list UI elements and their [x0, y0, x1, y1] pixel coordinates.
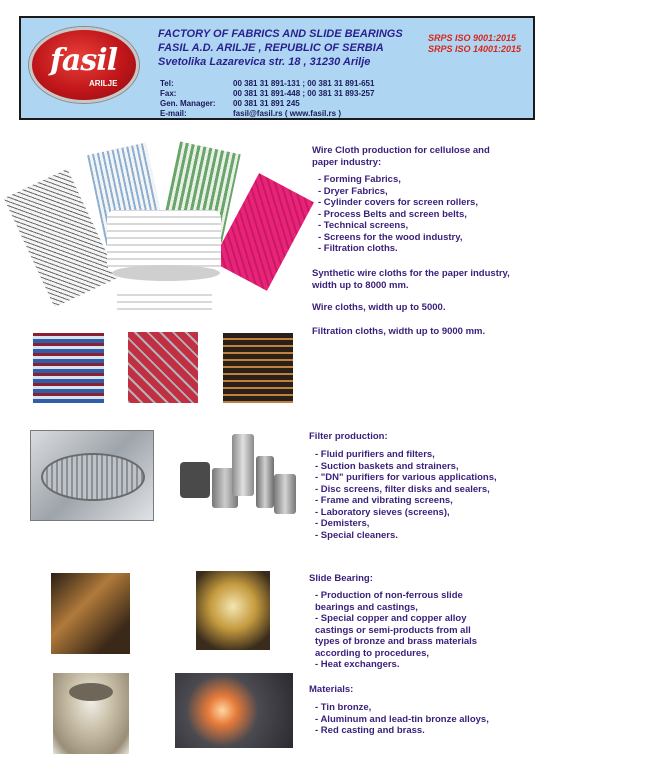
wire-product-list: [318, 174, 478, 255]
synthetic-line-1: Synthetic wire cloths for the paper industry,: [312, 268, 510, 279]
synthetic-line-2: width up to 8000 mm.: [312, 280, 409, 291]
woven-strip-photo: [117, 290, 212, 315]
contact-value-tel: 00 381 31 891-131 ; 00 381 31 891-651: [233, 79, 375, 88]
casting-process-photo: [175, 673, 293, 748]
list-item: - Fluid purifiers and filters,: [315, 449, 435, 460]
contact-value-fax: 00 381 31 891-448 ; 00 381 31 893-257: [233, 89, 375, 98]
logo-subtitle: ARILJE: [89, 79, 118, 88]
list-item: - Forming Fabrics,: [318, 174, 401, 185]
header-address: Svetolika Lazarevica str. 18 , 31230 Arilje: [158, 56, 371, 68]
list-item: - Process Belts and screen belts,: [318, 208, 467, 220]
list-item: - Suction baskets and strainers,: [315, 460, 459, 472]
contact-label-manager: Gen. Manager:: [160, 99, 216, 108]
iso-14001: SRPS ISO 14001:2015: [428, 44, 522, 54]
contact-label-email: E-mail:: [160, 109, 187, 118]
list-item: - Technical screens,: [318, 220, 409, 231]
demister-photo: [30, 430, 154, 521]
header-title-line-2: FASIL A.D. ARILJE , REPUBLIC OF SERBIA: [158, 42, 384, 54]
list-item: - Red casting and brass.: [315, 725, 425, 736]
company-header: [19, 16, 535, 120]
contact-value-email[interactable]: fasil@fasil.rs ( www.fasil.rs ): [233, 109, 341, 118]
red-wire-mesh-photo: [128, 332, 198, 403]
wire-heading-line-1: Wire Cloth production for cellulose and: [312, 145, 490, 156]
list-item: - Frame and vibrating screens,: [315, 495, 453, 506]
list-item: - Production of non-ferrous slide: [315, 590, 463, 601]
filter-cartridges-photo: [176, 434, 298, 522]
bushing-photo: [53, 673, 129, 754]
fasil-logo: [29, 27, 139, 103]
list-item: - Aluminum and lead-tin bronze alloys,: [315, 713, 489, 725]
list-item: - Special copper and copper alloy: [315, 613, 467, 624]
list-item: - Filtration cloths.: [318, 243, 398, 254]
list-item: - Cylinder covers for screen rollers,: [318, 197, 478, 208]
list-item: types of bronze and brass materials: [315, 636, 478, 647]
wire-heading-line-2: paper industry:: [312, 157, 382, 168]
bearing-heading: Slide Bearing:: [309, 573, 373, 584]
list-item: - Dryer Fabrics,: [318, 185, 388, 197]
white-fabric-photo: [107, 210, 221, 272]
filter-product-list: [315, 449, 497, 541]
materials-list: [315, 702, 489, 737]
blue-fabric-photo: [33, 333, 104, 403]
list-item: castings or semi-products from all: [315, 624, 471, 636]
copper-wire-mesh-photo: [223, 333, 293, 403]
filter-heading: Filter production:: [309, 431, 388, 442]
filtration-width-text: Filtration cloths, width up to 9000 mm.: [312, 326, 486, 337]
list-item: according to procedures,: [315, 647, 430, 659]
list-item: - Screens for the wood industry,: [318, 231, 463, 243]
list-item: - Laboratory sieves (screens),: [315, 506, 450, 518]
bearing-product-list: [315, 590, 477, 671]
contact-label-tel: Tel:: [160, 79, 174, 88]
list-item: - Special cleaners.: [315, 529, 398, 541]
list-item: - Disc screens, filter disks and sealers,: [315, 483, 490, 495]
contact-value-manager: 00 381 31 891 245: [233, 99, 300, 108]
bronze-sphere-photo: [196, 571, 270, 650]
list-item: bearings and castings,: [315, 601, 418, 613]
wire-width-text: Wire cloths, width up to 5000.: [312, 302, 446, 313]
list-item: - Heat exchangers.: [315, 659, 400, 670]
logo-word: fasil: [50, 43, 118, 78]
header-title-line-1: FACTORY OF FABRICS AND SLIDE BEARINGS: [158, 28, 403, 40]
list-item: - Demisters,: [315, 518, 370, 529]
iso-9001: SRPS ISO 9001:2015: [428, 33, 517, 43]
contact-label-fax: Fax:: [160, 89, 177, 98]
list-item: - Tin bronze,: [315, 702, 372, 713]
materials-heading: Materials:: [309, 684, 354, 695]
bronze-bearings-photo: [51, 573, 130, 654]
list-item: - "DN" purifiers for various applications,: [315, 472, 497, 483]
fabric-shadow: [112, 265, 220, 281]
